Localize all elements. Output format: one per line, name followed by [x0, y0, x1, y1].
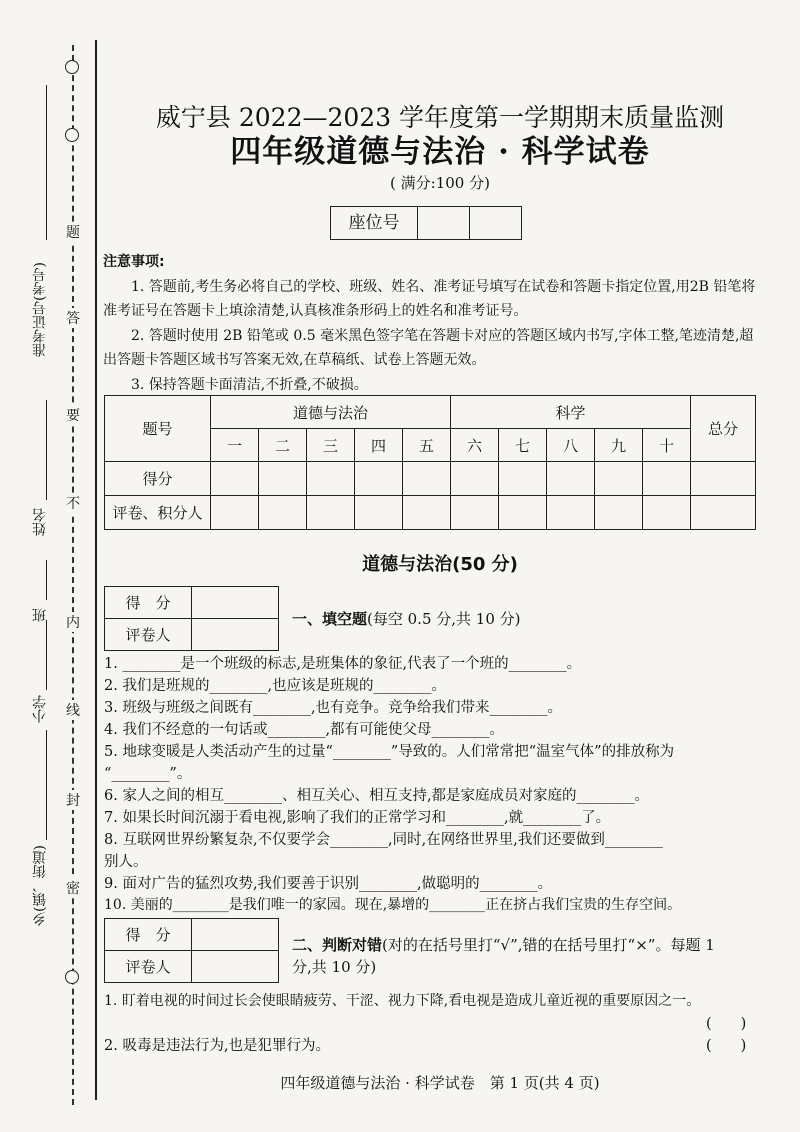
full-score: ( 满分:100 分) [390, 174, 490, 192]
question-number: 八 [547, 429, 595, 462]
seal-char: 答 [64, 308, 82, 328]
page-footer: 四年级道德与法治 · 科学试卷 第 1 页(共 4 页) [280, 1074, 600, 1092]
note-item: 3. 保持答题卡面清洁,不折叠,不破损。 [131, 376, 368, 393]
school-label: 小学 [32, 695, 48, 723]
notes-heading: 注意事项: [103, 254, 165, 270]
fill-question: 10. 美丽的________是我们唯一的家园。现在,暴增的________正在挤占我们宝贵的生存空间。 [104, 897, 682, 913]
science-group-header: 科学 [451, 396, 691, 429]
score-row-label: 得分 [105, 462, 211, 496]
exam-title-line2: 四年级道德与法治 · 科学试卷 [230, 134, 650, 170]
grader-name-label: 评卷人 [105, 619, 192, 651]
question-number: 二 [259, 429, 307, 462]
school-line [46, 620, 47, 690]
town-label: 乡(镇、街道) [32, 845, 48, 926]
answer-bracket: ( ) [706, 1038, 747, 1054]
total-header: 总分 [691, 396, 756, 462]
seat-number-box [330, 206, 522, 240]
notes-section [103, 250, 758, 397]
seal-char: 封 [64, 790, 82, 810]
grader-box-part2 [104, 918, 279, 983]
question-number: 五 [403, 429, 451, 462]
exam-title-line1: 威宁县 2022—2023 学年度第一学期期末质量监测 [155, 103, 725, 132]
seat-label: 座位号 [331, 207, 418, 239]
question-number: 九 [595, 429, 643, 462]
class-line [46, 560, 47, 600]
fill-question-cont: “________”。 [104, 766, 192, 782]
part1-title-bold: 一、填空题 [292, 610, 368, 628]
note-item: 2. 答题时使用 2B 铅笔或 0.5 毫米黑色签字笔在答题卡对应的答题区域内书写,字体工整,笔迹清楚,超出答题卡答题区域书写答案无效,在草稿纸、试卷上答题无效。 [103, 327, 754, 368]
exam-number-label: 准考证号(考号) [32, 262, 48, 357]
class-label: 班 [32, 608, 48, 622]
fill-question: 7. 如果长时间沉溺于看电视,影响了我们的正常学习和________,就________了。 [104, 810, 611, 826]
question-number: 三 [307, 429, 355, 462]
part1-title [292, 608, 521, 629]
question-number: 十 [643, 429, 691, 462]
question-number-header: 题号 [105, 396, 211, 462]
part1-title-rest: (每空 0.5 分,共 10 分) [367, 610, 521, 628]
part2-title-rest: (对的在括号里打“√”,错的在括号里打“×”。每题 1 [382, 936, 715, 954]
fill-question: 8. 互联网世界纷繁复杂,不仅要学会________,同时,在网络世界里,我们还要做到________ [104, 832, 663, 848]
seal-char: 题 [64, 222, 82, 242]
seal-circle [65, 128, 79, 142]
exam-number-line [46, 85, 47, 240]
part2-title-bold: 二、判断对错 [292, 936, 383, 954]
question-number: 六 [451, 429, 499, 462]
fill-question: 4. 我们不经意的一句话或________,都有可能使父母________。 [104, 722, 505, 738]
question-number: 一 [211, 429, 259, 462]
seal-char: 密 [64, 878, 82, 898]
seat-cell [470, 207, 521, 239]
fill-question: 9. 面对广告的猛烈攻势,我们要善于识别________,做聪明的________。 [104, 876, 553, 892]
binding-border-line [95, 40, 97, 1100]
seal-char: 要 [64, 405, 82, 425]
fill-question: 3. 班级与班级之间既有________,也有竞争。竞争给我们带来________。 [104, 700, 563, 716]
name-line [46, 400, 47, 500]
name-label: 姓名 [32, 508, 48, 536]
judge-question: 1. 盯着电视的时间过长会使眼睛疲劳、干涩、视力下降,看电视是造成儿童近视的重要原因之一。 [104, 993, 701, 1009]
fill-question: 5. 地球变暖是人类活动产生的过量“________”导致的。人们常常把“温室气体”的排放称为 [104, 744, 675, 760]
town-line [46, 730, 47, 840]
seal-circle-bottom [65, 970, 79, 984]
seal-char: 内 [64, 612, 82, 632]
grader-box-part1 [104, 586, 279, 651]
note-item: 1. 答题前,考生务必将自己的学校、班级、姓名、准考证号填写在试卷和答题卡指定位置,用2B 铅笔将准考证号在答题卡上填涂清楚,认真核准条形码上的姓名和准考证号。 [103, 278, 756, 319]
section-title: 道德与法治(50 分) [362, 554, 518, 575]
fill-question: 6. 家人之间的相互________、相互关心、相互支持,都是家庭成员对家庭的________。 [104, 788, 650, 804]
seal-char: 不 [64, 493, 82, 513]
seal-circle-top [65, 60, 79, 74]
question-number: 四 [355, 429, 403, 462]
part2-title [292, 934, 762, 978]
fill-question-cont: 别人。 [104, 854, 148, 870]
grader-name-label: 评卷人 [105, 951, 192, 983]
grader-score-label: 得 分 [105, 919, 192, 951]
fill-question: 2. 我们是班规的________,也应该是班规的________。 [104, 678, 447, 694]
moral-group-header: 道德与法治 [211, 396, 451, 429]
fill-question: 1. ________是一个班级的标志,是班集体的象征,代表了一个班的________。 [104, 656, 582, 672]
question-number: 七 [499, 429, 547, 462]
answer-bracket: ( ) [706, 1016, 747, 1032]
seal-char: 线 [64, 700, 82, 720]
score-table [104, 395, 756, 530]
seal-dashed-line [72, 45, 74, 1105]
grader-row-label: 评卷、积分人 [105, 496, 211, 530]
judge-question: 2. 吸毒是违法行为,也是犯罪行为。 [104, 1038, 331, 1054]
part2-title-rest-2: 分,共 10 分) [292, 958, 377, 976]
grader-score-label: 得 分 [105, 587, 192, 619]
seat-cell [418, 207, 470, 239]
